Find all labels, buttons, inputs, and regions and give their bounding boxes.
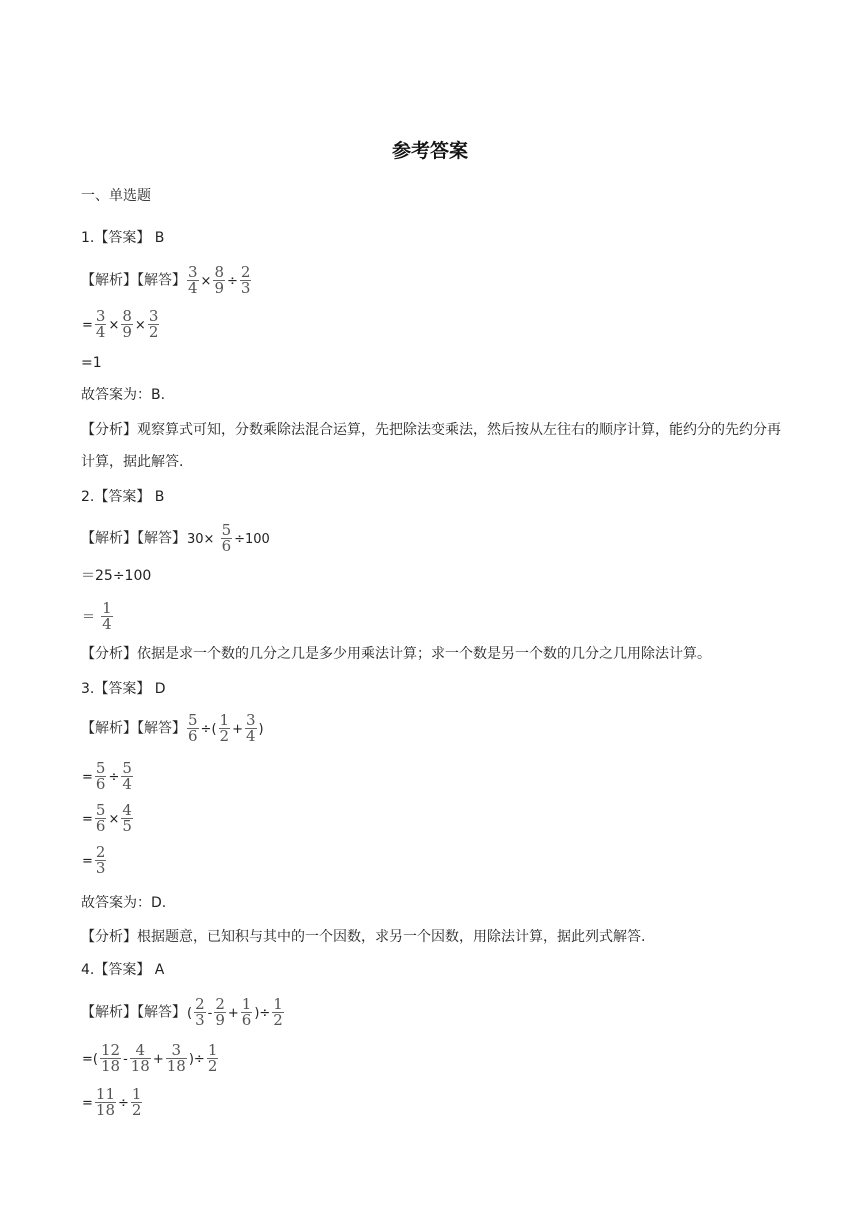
fraction: [166, 1041, 187, 1075]
fraction-denominator: 6: [221, 537, 232, 555]
q3-expression: [186, 711, 265, 745]
q2-step2: [81, 599, 114, 633]
q4-solution-line: [81, 995, 285, 1029]
math-operator: ×: [134, 317, 146, 333]
fraction: [121, 801, 133, 835]
math-operator: ÷: [227, 273, 238, 289]
q3-step1: [81, 759, 134, 793]
fraction-denominator: 18: [166, 1057, 186, 1075]
math-operator: ×: [108, 317, 120, 333]
math-operator: =: [82, 811, 93, 827]
math-operator: ×: [200, 273, 212, 289]
section-heading: 一、单选题: [81, 188, 151, 204]
fraction-numerator: 3: [171, 1041, 182, 1059]
fraction: [95, 843, 107, 877]
math-operator: =: [82, 1095, 93, 1111]
fraction-numerator: 5: [122, 759, 132, 777]
fraction-numerator: 2: [95, 843, 106, 861]
q4-answer: 4.【答案】 A: [81, 962, 165, 978]
q1-answer: 1.【答案】 B: [81, 230, 165, 246]
fraction-denominator: 5: [122, 817, 132, 835]
fraction: [131, 1085, 143, 1119]
fraction-denominator: 2: [219, 727, 230, 745]
fraction: [207, 1041, 219, 1075]
math-operator: ÷(: [200, 721, 217, 737]
fraction-numerator: 1: [131, 1085, 142, 1103]
math-operator: =(: [82, 1051, 98, 1067]
fraction-numerator: 12: [100, 1041, 121, 1059]
q1-conclusion: 故答案为：B.: [81, 387, 166, 403]
q3-answer: 3.【答案】 D: [81, 681, 166, 697]
fraction-numerator: 2: [215, 995, 225, 1013]
fraction-denominator: 4: [95, 323, 106, 341]
fraction: [121, 759, 133, 793]
math-operator: 30×: [187, 531, 219, 547]
q1-step2: =1: [81, 355, 102, 371]
math-operator: =: [82, 317, 93, 333]
fraction-denominator: 6: [95, 775, 106, 793]
fraction-denominator: 6: [188, 727, 198, 745]
fraction: [130, 1041, 151, 1075]
math-operator: )÷: [188, 1051, 205, 1067]
fraction: [272, 995, 284, 1029]
fraction: [245, 711, 257, 745]
math-operator: ): [258, 721, 264, 737]
q2-solution-line: [81, 521, 271, 555]
fraction-numerator: 8: [122, 307, 132, 325]
fraction-numerator: 4: [135, 1041, 146, 1059]
fraction-numerator: 3: [245, 711, 256, 729]
math-operator: ÷: [118, 1095, 129, 1111]
fraction-denominator: 3: [240, 279, 251, 297]
fraction: [121, 307, 133, 341]
q2-analysis: 【分析】依据是求一个数的几分之几是多少用乘法计算；求一个数是另一个数的几分之几用除法计算。: [81, 646, 711, 662]
math-operator: ÷: [108, 769, 120, 785]
fraction-numerator: 5: [95, 801, 106, 819]
fraction-denominator: 2: [207, 1057, 218, 1075]
fraction-denominator: 9: [214, 279, 224, 297]
math-operator: ×: [108, 811, 120, 827]
math-operator: +: [227, 1005, 239, 1021]
fraction-numerator: 11: [95, 1085, 115, 1103]
fraction: [100, 1041, 121, 1075]
q1-analysis: 【分析】观察算式可知，分数乘除法混合运算，先把除法变乘法，然后按从左往右的顺序计算，能约分的先约分再计算，据此解答.: [81, 422, 781, 470]
fraction-denominator: 4: [102, 615, 112, 633]
fraction: [241, 995, 253, 1029]
q1-step1: [81, 307, 160, 341]
q3-step3: [81, 843, 107, 877]
fraction-numerator: 5: [95, 759, 106, 777]
fraction: [95, 307, 107, 341]
math-operator: +: [152, 1051, 164, 1067]
fraction-numerator: 2: [240, 263, 251, 281]
math-operator: -: [123, 1051, 128, 1067]
fraction-numerator: 5: [221, 521, 232, 539]
fraction-denominator: 18: [130, 1057, 150, 1075]
fraction-numerator: 1: [219, 711, 230, 729]
fraction-numerator: 3: [95, 307, 106, 325]
fraction-denominator: 18: [100, 1057, 121, 1075]
fraction-numerator: 1: [102, 599, 112, 617]
fraction-numerator: 1: [241, 995, 252, 1013]
math-operator: =: [82, 853, 93, 869]
fraction-numerator: 5: [188, 711, 198, 729]
fraction-numerator: 4: [122, 801, 132, 819]
q2-expression: [186, 521, 271, 555]
fraction-denominator: 4: [245, 727, 256, 745]
fraction: [187, 711, 199, 745]
fraction-denominator: 9: [215, 1011, 225, 1029]
q2-step1: ＝25÷100: [81, 568, 152, 584]
fraction: [240, 263, 252, 297]
fraction: [214, 995, 226, 1029]
fraction: [221, 521, 233, 555]
fraction-denominator: 4: [188, 279, 198, 297]
fraction-denominator: 9: [122, 323, 132, 341]
fraction-numerator: 1: [273, 995, 283, 1013]
q3-solution-line: [81, 711, 265, 745]
math-operator: ÷100: [234, 531, 270, 547]
q2-answer: 2.【答案】 B: [81, 489, 165, 505]
math-operator: (: [187, 1005, 193, 1021]
q3-analysis: 【分析】根据题意，已知积与其中的一个因数，求另一个因数，用除法计算，据此列式解答.: [81, 929, 646, 945]
fraction: [148, 307, 160, 341]
fraction: [187, 263, 199, 297]
q3-conclusion: 故答案为：D.: [81, 895, 167, 911]
fraction-denominator: 3: [95, 859, 106, 877]
fraction: [95, 801, 107, 835]
q4-expression: [186, 995, 285, 1029]
fraction: [213, 263, 225, 297]
fraction-numerator: 3: [188, 263, 198, 281]
fraction-denominator: 4: [122, 775, 132, 793]
fraction-numerator: 8: [214, 263, 224, 281]
fraction-denominator: 3: [195, 1011, 205, 1029]
q3-step2: [81, 801, 134, 835]
math-operator: =: [82, 769, 93, 785]
fraction: [95, 759, 107, 793]
math-operator: )÷: [254, 1005, 271, 1021]
q1-expression: [186, 263, 252, 297]
fraction-numerator: 2: [195, 995, 205, 1013]
q1-jiexi-label: 【解析】【解答】: [81, 272, 186, 289]
q2-jiexi-label: 【解析】【解答】: [81, 530, 186, 547]
fraction-denominator: 2: [131, 1101, 142, 1119]
q4-step2: [81, 1085, 143, 1119]
math-operator: -: [207, 1005, 213, 1021]
fraction: [219, 711, 231, 745]
fraction-numerator: 1: [207, 1041, 218, 1059]
fraction-denominator: 6: [95, 817, 106, 835]
page-title: 参考答案: [391, 140, 468, 162]
q1-solution-line: [81, 263, 252, 297]
fraction-denominator: 2: [273, 1011, 283, 1029]
fraction-denominator: 2: [148, 323, 159, 341]
q4-step1: [81, 1041, 219, 1075]
q4-jiexi-label: 【解析】【解答】: [81, 1004, 186, 1021]
fraction-denominator: 6: [241, 1011, 252, 1029]
math-operator: ＝: [82, 609, 100, 625]
fraction: [101, 599, 113, 633]
fraction: [194, 995, 206, 1029]
fraction-denominator: 18: [95, 1101, 115, 1119]
fraction: [95, 1085, 116, 1119]
math-operator: +: [232, 721, 243, 737]
fraction-numerator: 3: [148, 307, 159, 325]
q3-jiexi-label: 【解析】【解答】: [81, 720, 186, 737]
